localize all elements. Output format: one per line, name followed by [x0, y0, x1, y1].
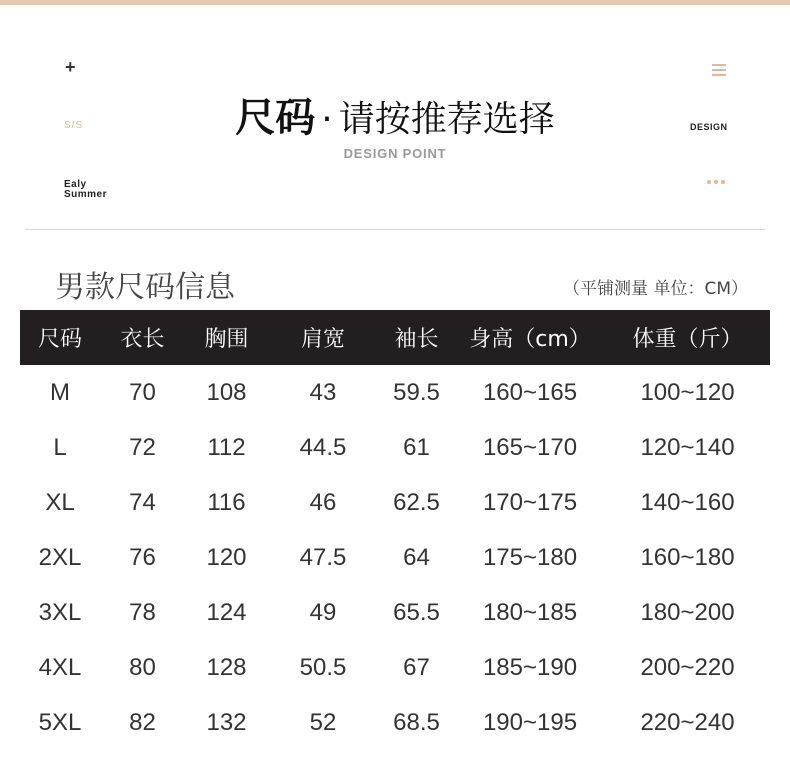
- table-cell: 116: [207, 488, 246, 516]
- table-cell: 70: [129, 378, 156, 406]
- table-cell: 80: [129, 653, 156, 681]
- table-cell: 61: [403, 433, 430, 461]
- table-cell: 47.5: [299, 543, 347, 571]
- table-row: [20, 365, 770, 420]
- table-cell: 67: [403, 653, 430, 681]
- table-cell: 68.5: [393, 708, 440, 736]
- table-cell: 44.5: [299, 433, 347, 461]
- table-cell: 100~120: [640, 378, 735, 406]
- header-cell: 体重（斤）: [632, 327, 743, 352]
- table-cell: 220~240: [640, 708, 735, 736]
- title-sub: 请按推荐选择: [338, 99, 555, 140]
- table-cell: 180~185: [482, 598, 578, 626]
- table-header: [20, 310, 770, 365]
- table-cell: 72: [129, 433, 156, 461]
- title-main: 尺码: [235, 95, 316, 141]
- header-cell: 身高（cm）: [469, 327, 591, 352]
- table-cell: M: [50, 378, 70, 406]
- table-cell: 50.5: [299, 653, 347, 681]
- table-cell: 74: [129, 488, 156, 516]
- header-cell: 尺码: [37, 327, 82, 352]
- more-dots-icon: [707, 180, 725, 184]
- table-cell: 132: [206, 708, 247, 736]
- table-cell: 190~195: [482, 708, 578, 736]
- design-point-subtitle: DESIGN POINT: [343, 146, 447, 161]
- size-table: [20, 310, 770, 750]
- table-cell: 120~140: [640, 433, 735, 461]
- table-cell: 140~160: [640, 488, 735, 516]
- table-cell: 59.5: [393, 378, 440, 406]
- table-cell: 120: [206, 543, 247, 571]
- table-cell: 43: [309, 378, 337, 406]
- header-cell: 胸围: [204, 327, 249, 352]
- header-cell: 肩宽: [300, 327, 345, 352]
- table-cell: 64: [403, 543, 430, 571]
- table-cell: 4XL: [38, 653, 82, 681]
- header-cell: 袖长: [394, 327, 439, 352]
- summer-text: Summer: [64, 189, 108, 200]
- table-row: [20, 475, 770, 530]
- table-cell: 65.5: [393, 598, 440, 626]
- table-row: [20, 530, 770, 585]
- table-cell: 46: [309, 488, 337, 516]
- table-cell: 124: [206, 598, 247, 626]
- table-cell: 5XL: [38, 708, 82, 736]
- table-cell: 165~170: [482, 433, 578, 461]
- table-cell: 185~190: [482, 653, 578, 681]
- table-cell: 160~180: [640, 543, 735, 571]
- table-row: [20, 695, 770, 750]
- plus-icon: +: [65, 57, 76, 77]
- table-cell: 82: [129, 708, 156, 736]
- table-cell: 78: [129, 598, 156, 626]
- header-cell: 衣长: [120, 327, 165, 352]
- table-cell: 128: [206, 653, 247, 681]
- menu-icon: [712, 64, 726, 76]
- table-cell: 108: [206, 378, 247, 406]
- section-title: 男款尺码信息: [55, 270, 235, 305]
- table-cell: 76: [129, 543, 156, 571]
- table-cell: 49: [309, 598, 337, 626]
- top-accent-bar: [0, 0, 790, 5]
- table-cell: 52: [309, 708, 337, 736]
- title-dot: ·: [321, 99, 333, 140]
- ealy-summer-label: [64, 180, 107, 200]
- measurement-note: （平铺测量 单位：CM）: [563, 279, 748, 299]
- table-cell: 175~180: [482, 543, 578, 571]
- table-row: [20, 640, 770, 695]
- table-cell: 180~200: [640, 598, 735, 626]
- table-cell: 160~165: [482, 378, 578, 406]
- table-cell: 200~220: [640, 653, 735, 681]
- table-row: [20, 585, 770, 640]
- table-body: [20, 365, 770, 750]
- table-cell: L: [53, 433, 67, 461]
- header-divider: [25, 229, 765, 230]
- table-cell: 170~175: [482, 488, 578, 516]
- ss-label: S/S: [64, 120, 84, 131]
- table-cell: XL: [45, 488, 75, 516]
- table-row: [20, 420, 770, 475]
- ealy-text: Ealy: [64, 179, 87, 190]
- table-cell: 3XL: [38, 598, 82, 626]
- table-cell: 62.5: [393, 488, 440, 516]
- table-cell: 2XL: [38, 543, 82, 571]
- design-label: DESIGN: [690, 122, 728, 132]
- page-title: [0, 86, 790, 143]
- table-cell: 112: [207, 433, 246, 461]
